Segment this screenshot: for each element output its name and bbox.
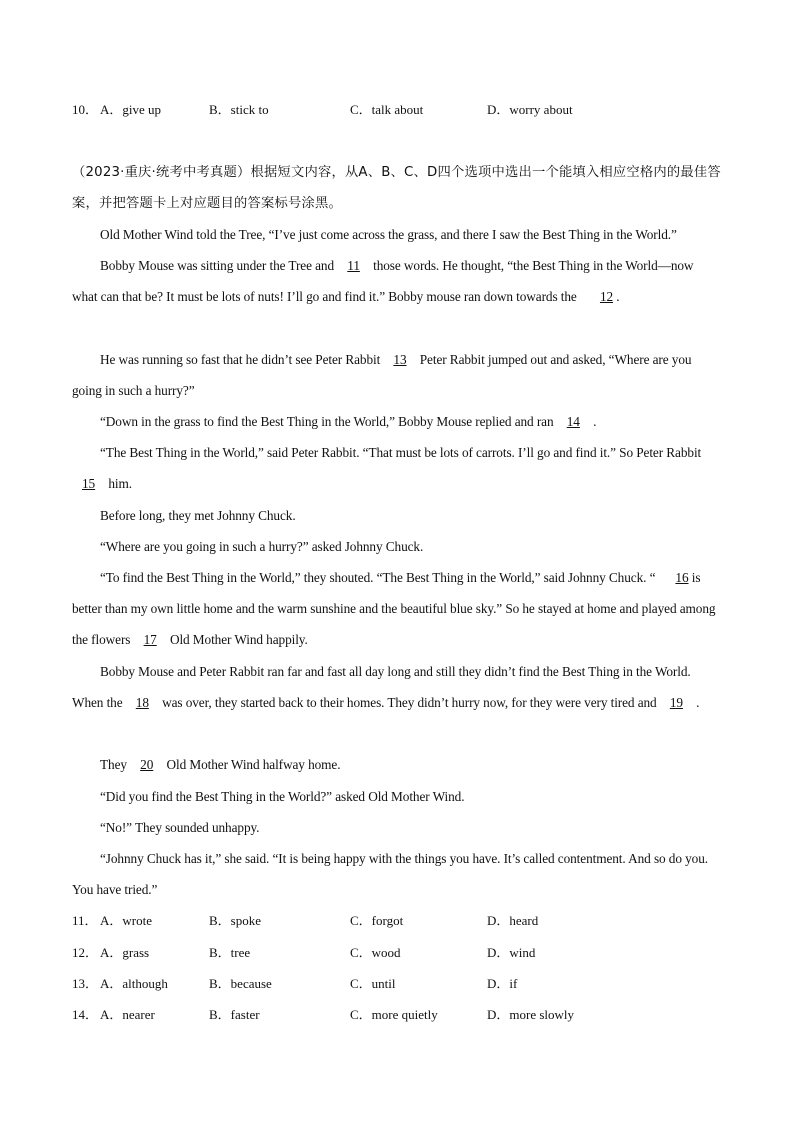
option-a: A．wrote bbox=[100, 913, 152, 928]
option-d: D．more slowly bbox=[487, 1007, 575, 1022]
passage-paragraph-1: Old Mother Wind told the Tree, “I’ve just come across the grass, and there I saw the Best Thing in the World.” bbox=[100, 227, 677, 242]
option-d: D．heard bbox=[487, 913, 539, 928]
option-b: B．because bbox=[209, 976, 272, 991]
option-b: B．tree bbox=[209, 945, 251, 960]
passage-paragraph-4: “Down in the grass to find the Best Thing in the World,” Bobby Mouse replied and ran 14 . bbox=[72, 406, 722, 437]
passage-paragraph-12: “No!” They sounded unhappy. bbox=[100, 820, 260, 835]
option-a: A．grass bbox=[100, 945, 150, 960]
passage-paragraph-11: “Did you find the Best Thing in the World?” asked Old Mother Wind. bbox=[100, 789, 465, 804]
option-d: D．if bbox=[487, 976, 518, 991]
option-c: C．forgot bbox=[350, 913, 404, 928]
passage-paragraph-10: They 20 Old Mother Wind halfway home. bbox=[72, 749, 722, 780]
option-b: B．spoke bbox=[209, 913, 262, 928]
blank-19: 19 bbox=[669, 695, 683, 710]
passage-paragraph-13: “Johnny Chuck has it,” she said. “It is being happy with the things you have. It’s called contentment. And so do you. You have tried.” bbox=[72, 851, 708, 897]
question-number: 12． bbox=[72, 945, 99, 960]
blank-13: 13 bbox=[393, 352, 407, 367]
section-instructions: （2023·重庆·统考中考真题）根据短文内容，从A、B、C、D四个选项中选出一个能填入相应空格内的最佳答案，并把答题卡上对应题目的答案标号涂黑。 bbox=[72, 165, 721, 211]
blank-15: 15 bbox=[82, 476, 96, 491]
option-a: A．give up bbox=[100, 102, 162, 117]
option-d: D．worry about bbox=[487, 102, 573, 117]
passage-paragraph-6: Before long, they met Johnny Chuck. bbox=[100, 508, 296, 523]
question-number: 10． bbox=[72, 102, 99, 117]
passage-paragraph-3: He was running so fast that he didn’t see Peter Rabbit 13 Peter Rabbit jumped out and asked, “Where are you going in such a hurry?” bbox=[72, 344, 722, 406]
blank-17: 17 bbox=[143, 632, 157, 647]
blank-16: 16 bbox=[675, 570, 689, 585]
blank-14: 14 bbox=[566, 414, 580, 429]
option-c: C．talk about bbox=[350, 102, 424, 117]
blank-11: 11 bbox=[347, 258, 360, 273]
option-a: A．although bbox=[100, 976, 168, 991]
option-b: B．faster bbox=[209, 1007, 260, 1022]
question-number: 14． bbox=[72, 1007, 99, 1022]
option-c: C．more quietly bbox=[350, 1007, 438, 1022]
option-d: D．wind bbox=[487, 945, 536, 960]
option-c: C．wood bbox=[350, 945, 401, 960]
passage-paragraph-5: “The Best Thing in the World,” said Peter Rabbit. “That must be lots of carrots. I’ll go and find it.” So Peter Rabbit 15 him. bbox=[72, 437, 722, 499]
blank-12: 12 bbox=[599, 289, 614, 304]
passage-paragraph-2: Bobby Mouse was sitting under the Tree and 11 those words. He thought, “the Best Thing in the World—now what can that be? It must be lots of nuts! I’ll go and find it.” Bobby mouse ran down towards the 12 . bbox=[72, 250, 722, 312]
passage-paragraph-8: “To find the Best Thing in the World,” they shouted. “The Best Thing in the World,” said Johnny Chuck. “ 16 is better than my own little home and the warm sunshine and the beautiful blue sky.” So he stayed at home and played among the flowers 17 Old Mother Wind happily. bbox=[72, 562, 722, 655]
question-number: 11． bbox=[72, 913, 98, 928]
blank-20: 20 bbox=[140, 757, 154, 772]
passage-paragraph-9: Bobby Mouse and Peter Rabbit ran far and fast all day long and still they didn’t find the Best Thing in the World. When the 18 was over, they started back to their homes. They didn’t hurry now, for they were very tired and 19 . bbox=[72, 656, 722, 718]
blank-18: 18 bbox=[135, 695, 149, 710]
passage-paragraph-7: “Where are you going in such a hurry?” asked Johnny Chuck. bbox=[100, 539, 424, 554]
option-b: B．stick to bbox=[209, 102, 269, 117]
option-a: A．nearer bbox=[100, 1007, 155, 1022]
option-c: C．until bbox=[350, 976, 396, 991]
question-number: 13． bbox=[72, 976, 99, 991]
